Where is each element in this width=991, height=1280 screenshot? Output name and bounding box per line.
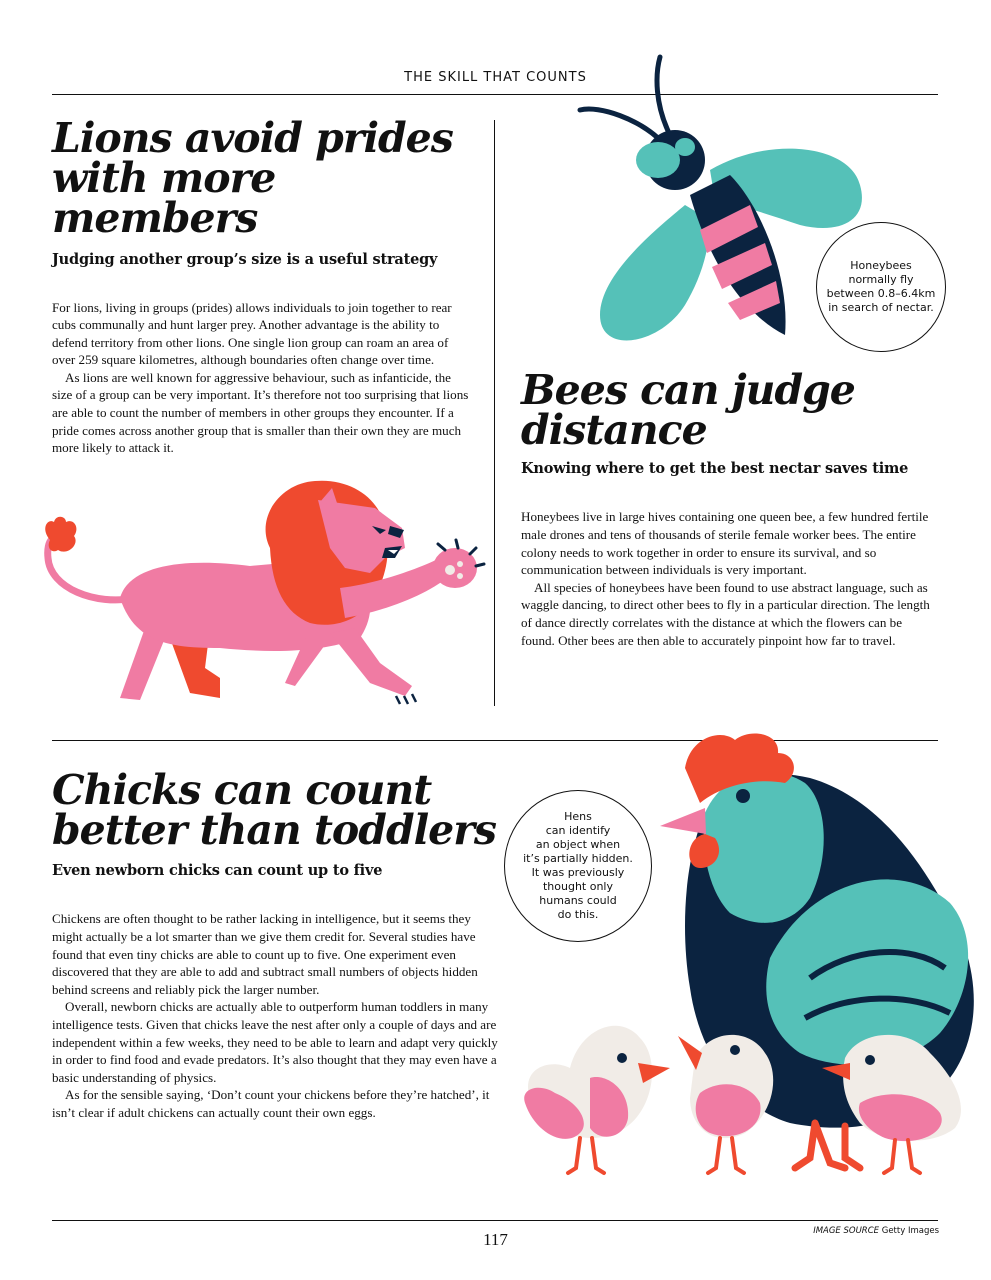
hen-and-chicks-illustration xyxy=(510,728,975,1178)
lions-title-line-2: with more members xyxy=(52,154,276,243)
chicks-title xyxy=(52,766,502,855)
bees-title-line-2: distance xyxy=(521,406,707,455)
lions-article xyxy=(52,114,482,457)
chicks-title-line-1: Chicks can count xyxy=(52,766,432,814)
lions-body xyxy=(52,299,472,457)
bees-subhead: Knowing where to get the best nectar saves time xyxy=(521,460,909,478)
lions-paragraph-2: As lions are well known for aggressive behaviour, such as infanticide, the size of a group can be very important. It’s therefore not too surprising that lions are able to count the number of members in other groups they encounter. If a pride comes across another group that is smaller than their own they are much more likely to attack it. xyxy=(52,369,469,456)
lions-paragraph-1: For lions, living in groups (prides) allows individuals to join together to rear cubs communally and hunt larger prey. Another advantage is the ability to defend territory from other lions. One single lion group can roam an area of over 259 square kilometres, although boundaries often change over time. xyxy=(52,299,452,368)
credit-agency: Getty Images xyxy=(881,1226,939,1236)
bees-paragraph-1: Honeybees live in large hives containing one queen bee, a few hundred fertile male drones and tens of thousands of sterile female worker bees. The entire colony needs to work together in order to ensure its survival, and so communication between individuals is very important. xyxy=(521,509,929,578)
chicks-paragraph-3: As for the sensible saying, ‘Don’t count your chickens before they’re hatched’, it isn’t clear if adult chickens can actually count their own eggs. xyxy=(52,1087,490,1120)
chicks-fact-text: Hens can identify an object when it’s partially hidden. It was previously thought only humans could do this. xyxy=(523,810,633,921)
bees-title-line-1: Bees can judge xyxy=(521,366,855,414)
bees-article xyxy=(521,366,941,649)
credit-source: IMAGE SOURCE xyxy=(813,1226,880,1236)
lions-title-line-1: Lions avoid prides xyxy=(52,114,453,162)
lion-illustration xyxy=(40,478,485,713)
bees-title xyxy=(521,366,941,455)
bees-body xyxy=(521,508,939,649)
column-divider xyxy=(494,120,495,706)
image-credit xyxy=(813,1226,939,1236)
chicks-subhead: Even newborn chicks can count up to five xyxy=(52,862,383,880)
chick-1 xyxy=(524,1026,670,1173)
page-number: 117 xyxy=(483,1230,508,1249)
lions-subhead: Judging another group’s size is a useful strategy xyxy=(52,250,438,268)
chicks-paragraph-1: Chickens are often thought to be rather lacking in intelligence, but it seems they might actually be a lot smarter than we give them credit for. Several studies have found that even tiny chicks are able to count up to five. One experiment even discovered that they are able to add and subtract small numbers of objects hidden behind screens and reliably pick the larger number. xyxy=(52,911,478,997)
chicks-title-line-2: better than toddlers xyxy=(52,806,496,855)
chick-2 xyxy=(678,1035,773,1173)
bees-paragraph-2: All species of honeybees have been found to use abstract language, such as waggle dancing, to direct other bees to fly in a particular direction. The length of dance directly correlates with the distance at which the flowers can be found. Other bees are then able to accurately pinpoint how far to travel. xyxy=(521,579,930,648)
bees-fact-text: Honeybees normally fly between 0.8–6.4km in search of nectar. xyxy=(826,259,936,314)
footer-rule xyxy=(52,1220,938,1221)
section-title: THE SKILL THAT COUNTS xyxy=(404,70,587,85)
chicks-article xyxy=(52,766,502,1121)
chicks-body xyxy=(52,910,498,1121)
bees-fact-bubble xyxy=(816,222,946,352)
chicks-paragraph-2: Overall, newborn chicks are actually able to outperform human toddlers in many intelligence tests. Given that chicks leave the nest after only a couple of days and are independent within a few weeks, they need to be able to learn and adapt very quickly in order to find food and evade predators. It’s also thought that they may even have a basic understanding of physics. xyxy=(52,999,498,1085)
lions-title xyxy=(52,114,482,243)
